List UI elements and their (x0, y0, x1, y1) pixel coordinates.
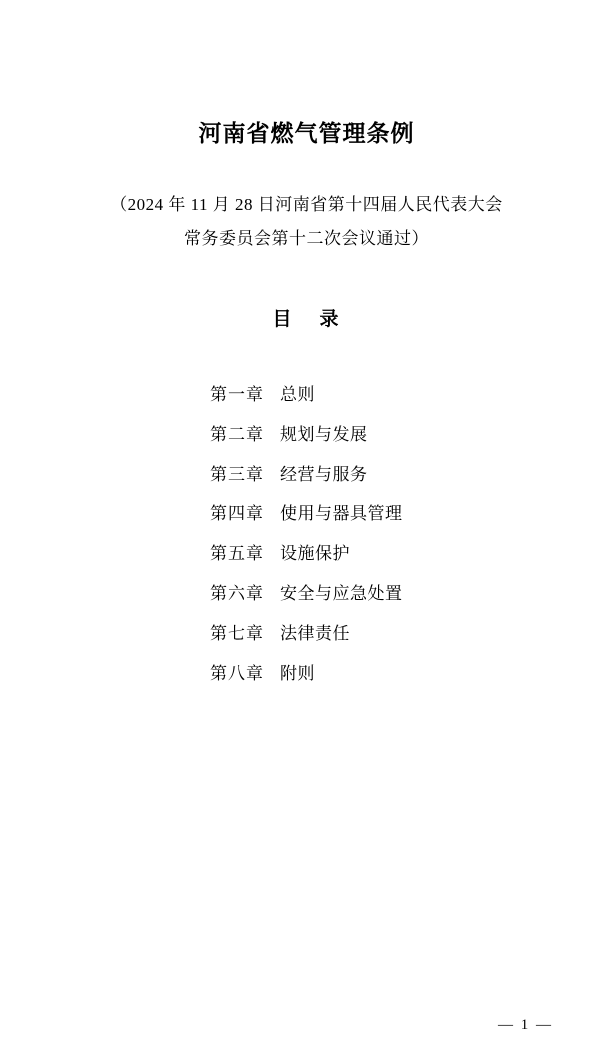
toc-chapter-number: 第六章 (210, 584, 264, 604)
toc-chapter-title: 经营与服务 (280, 464, 368, 484)
toc-chapter-number: 第五章 (210, 544, 264, 564)
toc-chapter-number: 第二章 (210, 424, 264, 444)
list-item[interactable] (210, 614, 553, 654)
page-number: — 1 — (498, 1017, 553, 1033)
toc-heading (60, 304, 553, 331)
toc-heading-left: 目 (272, 309, 294, 331)
toc-chapter-title: 规划与发展 (280, 424, 368, 444)
list-item[interactable] (210, 415, 553, 455)
list-item[interactable] (210, 534, 553, 574)
toc-chapter-title: 总则 (280, 385, 315, 405)
toc-chapter-number: 第七章 (210, 623, 264, 643)
list-item[interactable] (210, 574, 553, 614)
toc-chapter-number: 第三章 (210, 464, 264, 484)
toc-chapter-title: 使用与器具管理 (280, 504, 403, 524)
toc-chapter-title: 附则 (280, 663, 315, 683)
toc-chapter-number: 第八章 (210, 663, 264, 683)
toc-heading-right: 录 (319, 309, 341, 331)
subtitle-line-1: （2024 年 11 月 28 日河南省第十四届人民代表大会 (110, 195, 503, 215)
toc-chapter-title: 安全与应急处置 (280, 584, 403, 604)
toc-list (60, 375, 553, 693)
toc-chapter-title: 法律责任 (280, 623, 350, 643)
list-item[interactable] (210, 654, 553, 694)
document-page (0, 118, 613, 1058)
list-item[interactable] (210, 494, 553, 534)
page-title: 河南省燃气管理条例 (198, 121, 415, 146)
toc-chapter-title: 设施保护 (280, 544, 350, 564)
document-subtitle (60, 188, 553, 256)
list-item[interactable] (210, 375, 553, 415)
list-item[interactable] (210, 455, 553, 495)
subtitle-line-2: 常务委员会第十二次会议通过） (184, 229, 429, 249)
toc-chapter-number: 第四章 (210, 504, 264, 524)
toc-chapter-number: 第一章 (210, 385, 264, 405)
